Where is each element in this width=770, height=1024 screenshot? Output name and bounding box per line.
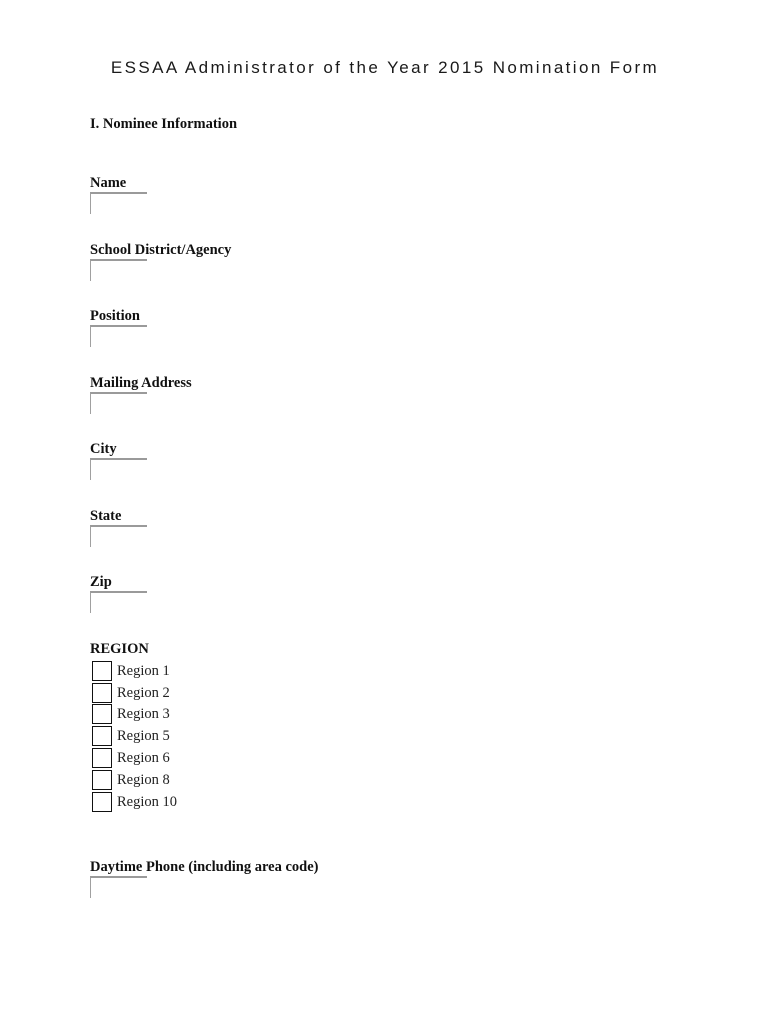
mailing-address-field-group <box>90 374 192 414</box>
region-option-label: Region 2 <box>117 684 170 701</box>
district-input[interactable] <box>90 259 147 281</box>
region-option <box>90 725 177 747</box>
phone-input[interactable] <box>90 876 147 898</box>
form-title: ESSAA Administrator of the Year 2015 Nomination Form <box>110 58 660 77</box>
zip-input[interactable] <box>90 591 147 613</box>
state-field-group <box>90 507 147 547</box>
district-field-group <box>90 241 231 281</box>
zip-field-group <box>90 573 147 613</box>
position-label: Position <box>90 308 140 324</box>
region-5-checkbox[interactable] <box>92 726 112 746</box>
region-option-label: Region 1 <box>117 662 170 679</box>
phone-label: Daytime Phone (including area code) <box>90 859 319 875</box>
district-label: School District/Agency <box>90 242 232 258</box>
region-3-checkbox[interactable] <box>92 704 112 724</box>
region-2-checkbox[interactable] <box>92 683 112 703</box>
region-option <box>90 660 177 682</box>
name-input[interactable] <box>90 192 147 214</box>
city-label: City <box>90 441 117 457</box>
region-option <box>90 769 177 791</box>
region-option-label: Region 8 <box>117 771 170 788</box>
phone-field-group <box>90 858 319 898</box>
name-field-group <box>90 174 147 214</box>
mailing-address-label: Mailing Address <box>90 375 192 391</box>
region-group <box>90 640 177 813</box>
position-field-group <box>90 307 147 347</box>
position-input[interactable] <box>90 325 147 347</box>
region-option-label: Region 5 <box>117 728 170 745</box>
region-1-checkbox[interactable] <box>92 661 112 681</box>
region-option-label: Region 10 <box>117 793 178 810</box>
zip-label: Zip <box>90 574 112 590</box>
name-label: Name <box>90 175 127 191</box>
region-option <box>90 747 177 769</box>
city-field-group <box>90 440 147 480</box>
region-option-label: Region 6 <box>117 750 170 767</box>
region-6-checkbox[interactable] <box>92 748 112 768</box>
mailing-address-input[interactable] <box>90 392 147 414</box>
region-option <box>90 682 177 704</box>
state-label: State <box>90 508 122 524</box>
region-label: REGION <box>90 641 149 657</box>
state-input[interactable] <box>90 525 147 547</box>
region-option <box>90 791 177 813</box>
region-option-label: Region 3 <box>117 706 170 723</box>
region-10-checkbox[interactable] <box>92 792 112 812</box>
region-option <box>90 704 177 726</box>
city-input[interactable] <box>90 458 147 480</box>
section-heading-nominee-info: I. Nominee Information <box>90 116 238 132</box>
region-8-checkbox[interactable] <box>92 770 112 790</box>
